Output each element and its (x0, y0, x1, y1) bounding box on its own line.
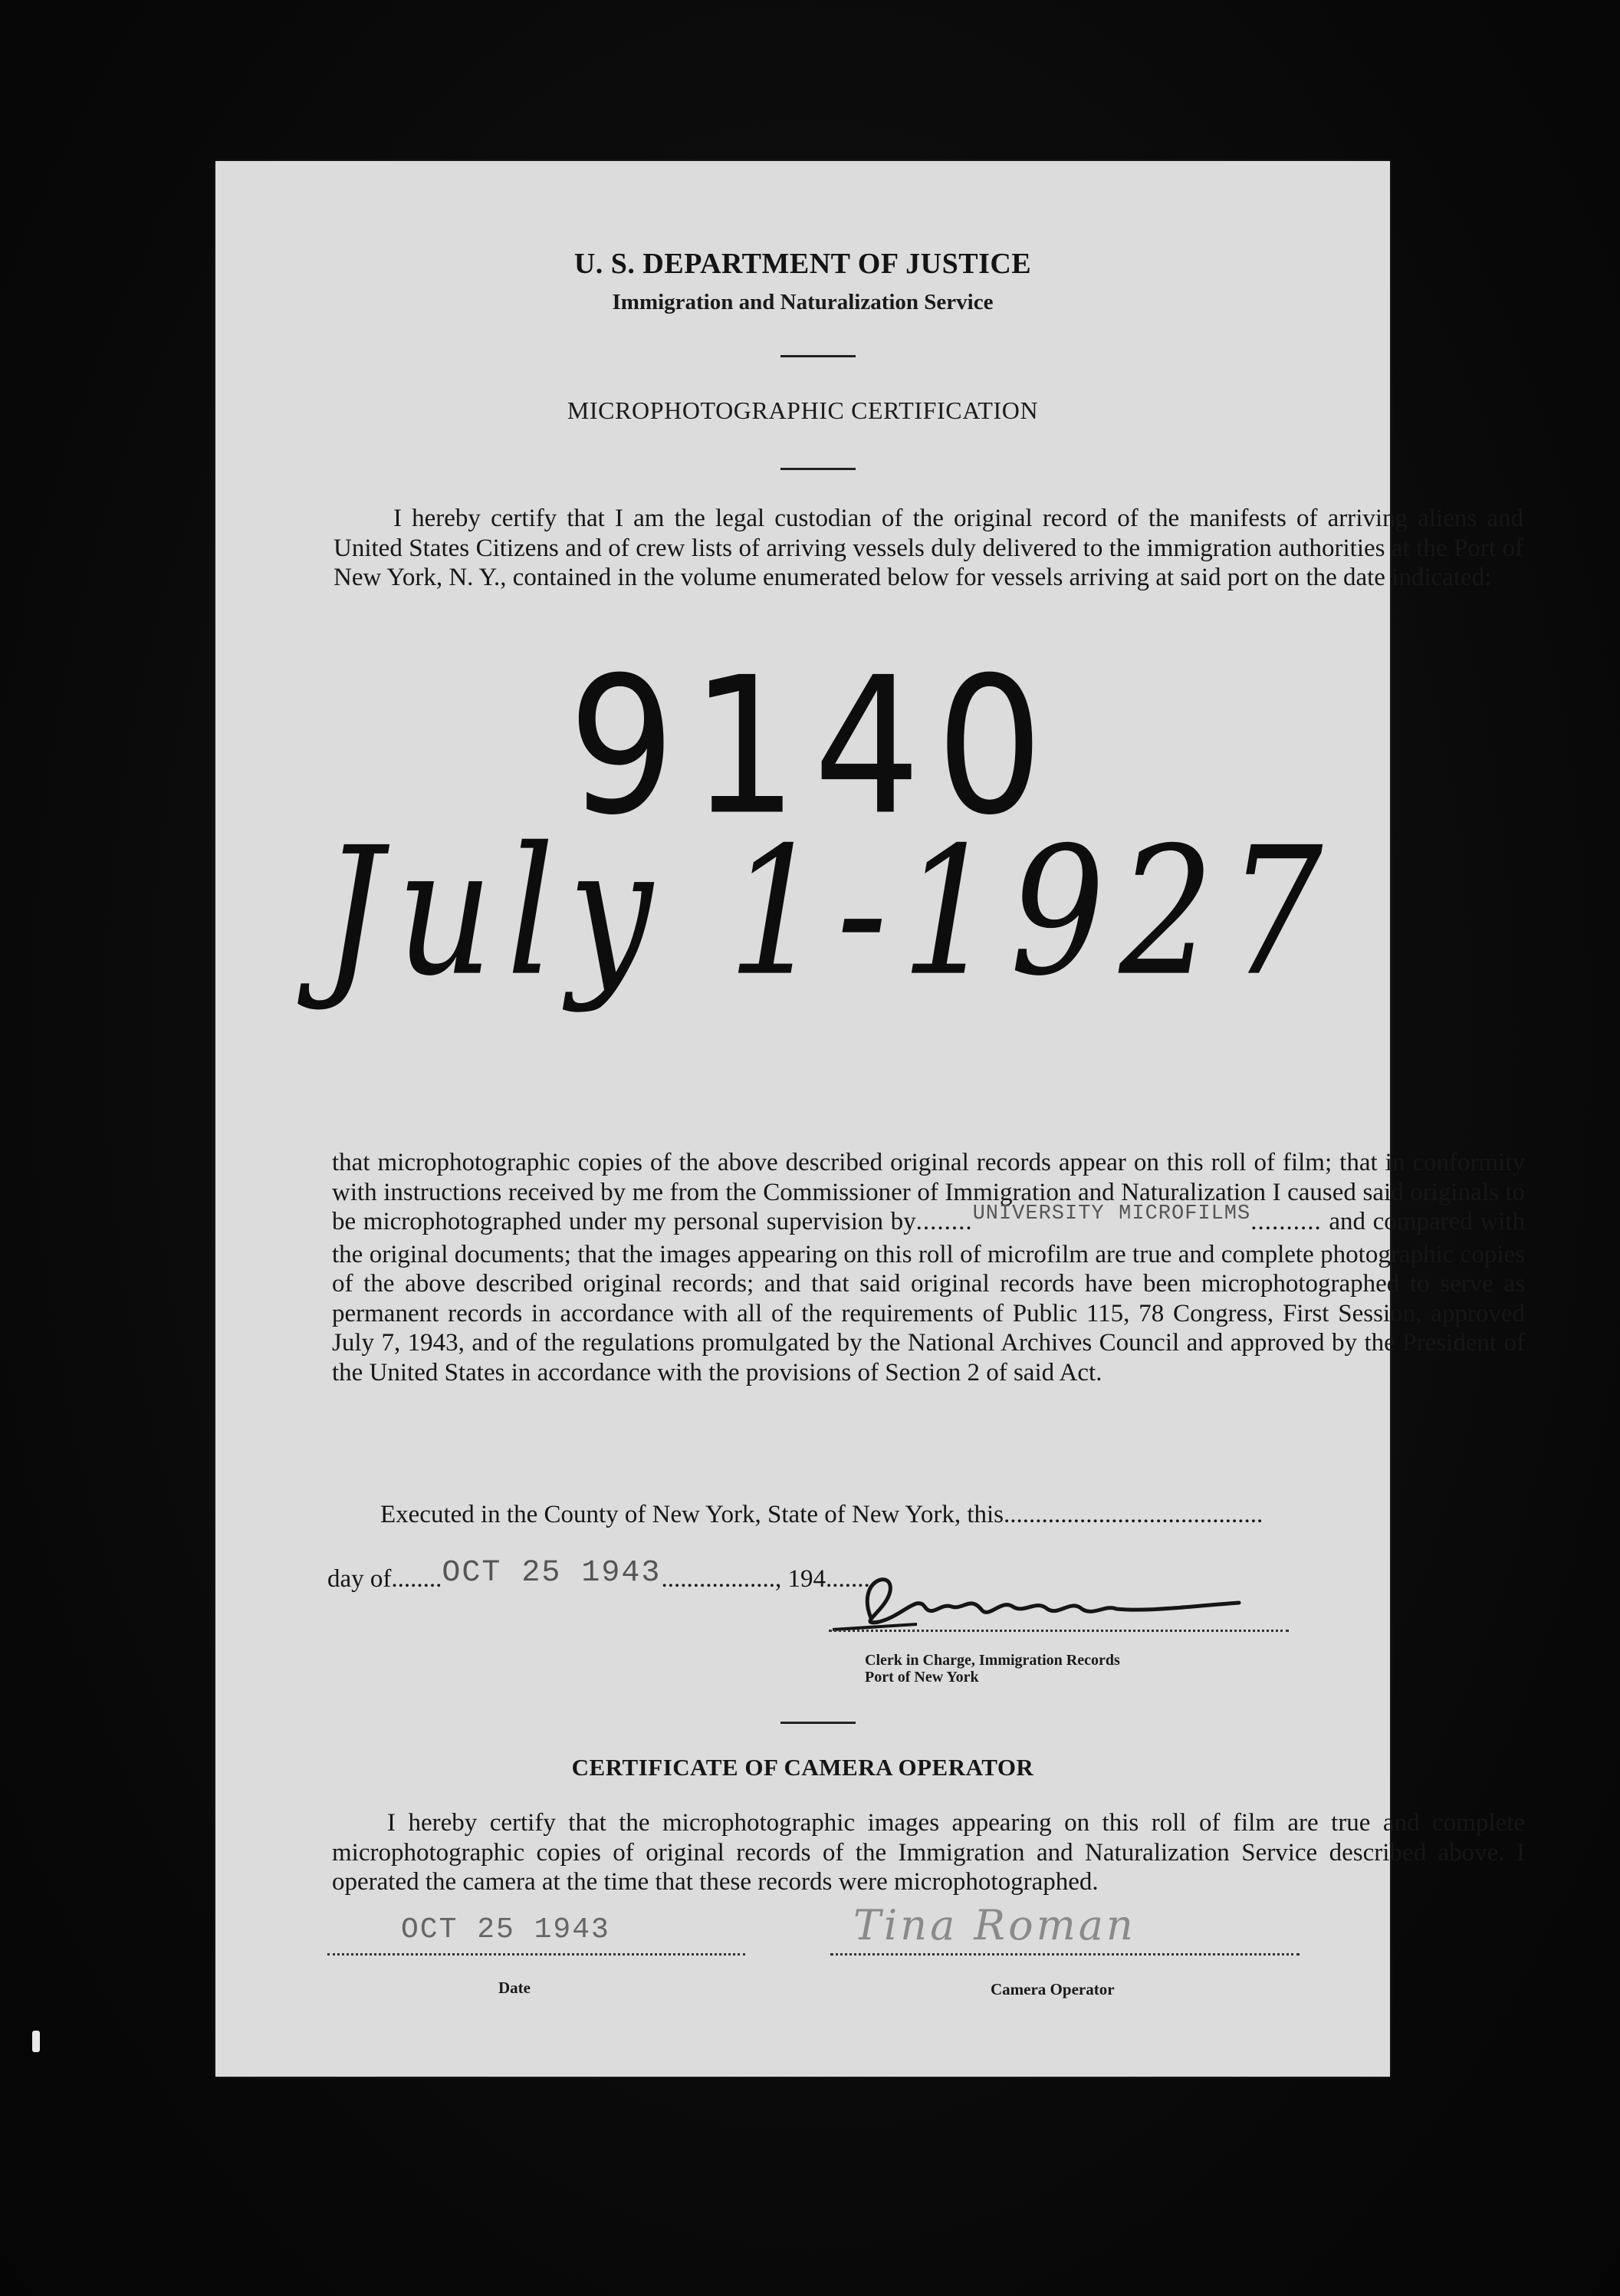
execution-line: Executed in the County of New York, State of New York, this......................................... (380, 1501, 1263, 1528)
execution-date-stamp: OCT 25 1943 (442, 1556, 662, 1590)
copies-paragraph-part1: that microphotographic copies of the above described original records appear on this roll of film; that in conformity with instructions received by me from the Commissioner of Immigration and Naturalization I caused said originals to be microphotographed under my personal supervision by (332, 1149, 1525, 1235)
department-heading: U. S. DEPARTMENT OF JUSTICE (573, 248, 1032, 280)
camera-operator-field (830, 1901, 1300, 1956)
camera-paragraph: I hereby certify that the microphotographic images appearing on this roll of film are true and complete microphotographic copies of original records of the Immigration and Naturalization Service described above. I operated the camera at the time that these records were microphotographed. (332, 1809, 1525, 1896)
camera-date-field (327, 1913, 745, 1956)
custodian-paragraph: I hereby certify that I am the legal custodian of the original record of the manifests of arriving aliens and United States Citizens and of crew lists of arriving vessels duly delivered to the immigration authorities at the Port of New York, N. Y., contained in the volume enumerated below for vessels arriving at said port on the date indicated: (334, 505, 1523, 591)
clerk-port: Port of New York (865, 1669, 979, 1686)
divider (780, 1722, 856, 1724)
clerk-caption (865, 1652, 1120, 1686)
execution-text: Executed in the County of New York, State of New York, this (380, 1501, 1004, 1528)
year-prefix: , 194 (774, 1565, 826, 1593)
certification-title: MICROPHOTOGRAPHIC CERTIFICATION (567, 396, 1039, 424)
film-speck (32, 2031, 40, 2052)
handwritten-date: July 1-1927 (323, 809, 1337, 1015)
camera-operator-label: Camera Operator (991, 1980, 1115, 1998)
divider (780, 355, 856, 357)
camera-certificate-title: CERTIFICATE OF CAMERA OPERATOR (571, 1754, 1034, 1781)
operator-signature: Tina Roman (853, 1901, 1136, 1949)
copies-paragraph: that microphotographic copies of the above described original records appear on this roll of film; that in conformity with instructions received by me from the Commissioner of Immigration and Naturalization I caused said originals to be microphotographed under my personal supervision by........$^{UNIVERSITY MICROFILMS}$.......... and compared with the original documents; that the images appearing on this roll of microfilm are true and complete photographic copies of the above described original records; and that said original records have been microphotographed to serve as permanent records in accordance with all of the requirements of Public 115, 78 Congress, First Session, approved July 7, 1943, and of the regulations promulgated by the National Archives Council and approved by the President of the United States in accordance with the provisions of Section 2 of said Act. (332, 1149, 1526, 1386)
date-label: Date (498, 1979, 531, 1997)
copies-paragraph-part2: and compared with the original documents; that the images appearing on this roll of microfilm are true and complete photographic copies of the above described original records; and that said original records have been microphotographed to serve as permanent records in accordance with all of the requirements of Public 115, 78 Congress, First Session, approved July 7, 1943, and of the regulations promulgated by the National Archives Council and approved by the President of the United States in accordance with the provisions of Section 2 of said Act. (332, 1208, 1526, 1386)
day-of-line: day of........OCT 25 1943.................., 194....... (327, 1556, 870, 1593)
day-label: day of (327, 1565, 392, 1593)
clerk-signature-line (829, 1630, 1289, 1632)
service-subheading: Immigration and Naturalization Service (612, 290, 994, 314)
divider (780, 468, 856, 470)
handwritten-volume-number: 9140 (568, 636, 1059, 857)
certificate-page (215, 161, 1526, 2077)
clerk-title: Clerk in Charge, Immigration Records (865, 1652, 1120, 1669)
camera-date-stamp: OCT 25 1943 (401, 1913, 610, 1946)
supervisor-typed: UNIVERSITY MICROFILMS (972, 1202, 1251, 1225)
